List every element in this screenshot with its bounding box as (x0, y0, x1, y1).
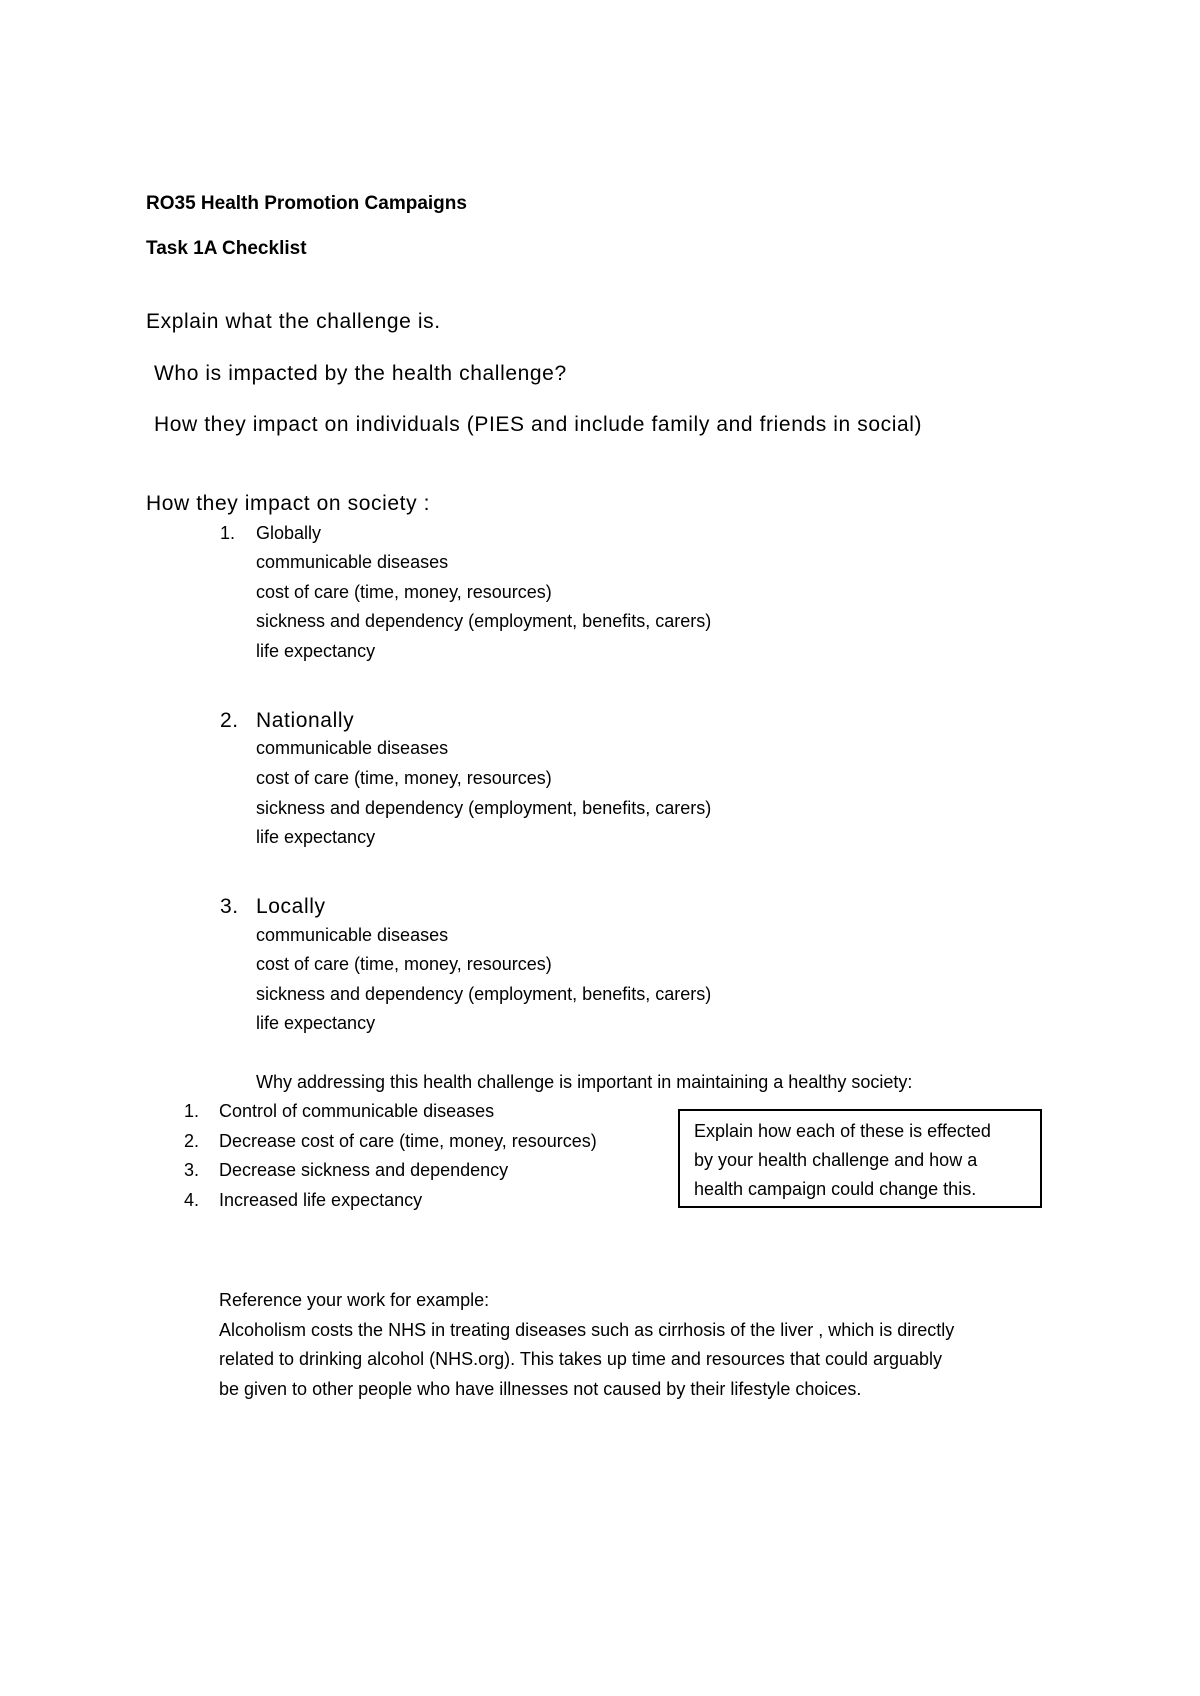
society-heading: How they impact on society : (146, 492, 431, 515)
list-item: communicable diseases (256, 738, 449, 758)
list-item: sickness and dependency (employment, benefits, carers) (256, 798, 712, 818)
section-label: Globally (256, 523, 322, 543)
list-item: Increased life expectancy (219, 1190, 423, 1210)
list-item: cost of care (time, money, resources) (256, 954, 552, 974)
document-subtitle: Task 1A Checklist (146, 238, 307, 259)
list-item: life expectancy (256, 827, 376, 847)
callout-line: by your health challenge and how a (694, 1150, 978, 1170)
list-item: communicable diseases (256, 925, 449, 945)
callout-box (678, 1109, 1042, 1208)
section-number: 2. (220, 709, 239, 732)
list-item: Decrease sickness and dependency (219, 1160, 509, 1180)
list-item: communicable diseases (256, 552, 449, 572)
list-item-number: 4. (184, 1190, 200, 1210)
list-item: cost of care (time, money, resources) (256, 768, 552, 788)
list-item: life expectancy (256, 1013, 376, 1033)
list-item-number: 1. (184, 1101, 200, 1121)
list-item: Control of communicable diseases (219, 1101, 495, 1121)
list-item-number: 2. (184, 1131, 200, 1151)
document-title: RO35 Health Promotion Campaigns (146, 193, 467, 214)
reference-block (219, 1286, 1059, 1404)
list-item: sickness and dependency (employment, benefits, carers) (256, 611, 712, 631)
callout-line: health campaign could change this. (694, 1179, 977, 1199)
section-label: Locally (256, 895, 326, 918)
why-heading: Why addressing this health challenge is important in maintaining a healthy society: (256, 1072, 913, 1092)
section-number: 3. (220, 895, 239, 918)
reference-heading: Reference your work for example: (219, 1290, 490, 1310)
reference-line: Alcoholism costs the NHS in treating diseases such as cirrhosis of the liver , which is directly (219, 1319, 955, 1340)
list-item: Decrease cost of care (time, money, resources) (219, 1131, 597, 1151)
reference-line: related to drinking alcohol (NHS.org). This takes up time and resources that could arguably (219, 1349, 943, 1369)
list-item: life expectancy (256, 641, 376, 661)
section-number: 1. (220, 523, 236, 543)
question-who-impacted: Who is impacted by the health challenge? (154, 362, 567, 385)
question-impact-individuals: How they impact on individuals (PIES and include family and friends in social) (154, 413, 923, 436)
reference-line: be given to other people who have illnesses not caused by their lifestyle choices. (219, 1378, 862, 1399)
callout-line: Explain how each of these is effected (694, 1121, 991, 1141)
question-explain-challenge: Explain what the challenge is. (146, 310, 441, 333)
list-item: sickness and dependency (employment, benefits, carers) (256, 984, 712, 1004)
list-item: cost of care (time, money, resources) (256, 582, 552, 602)
list-item-number: 3. (184, 1160, 200, 1180)
section-label: Nationally (256, 709, 355, 732)
